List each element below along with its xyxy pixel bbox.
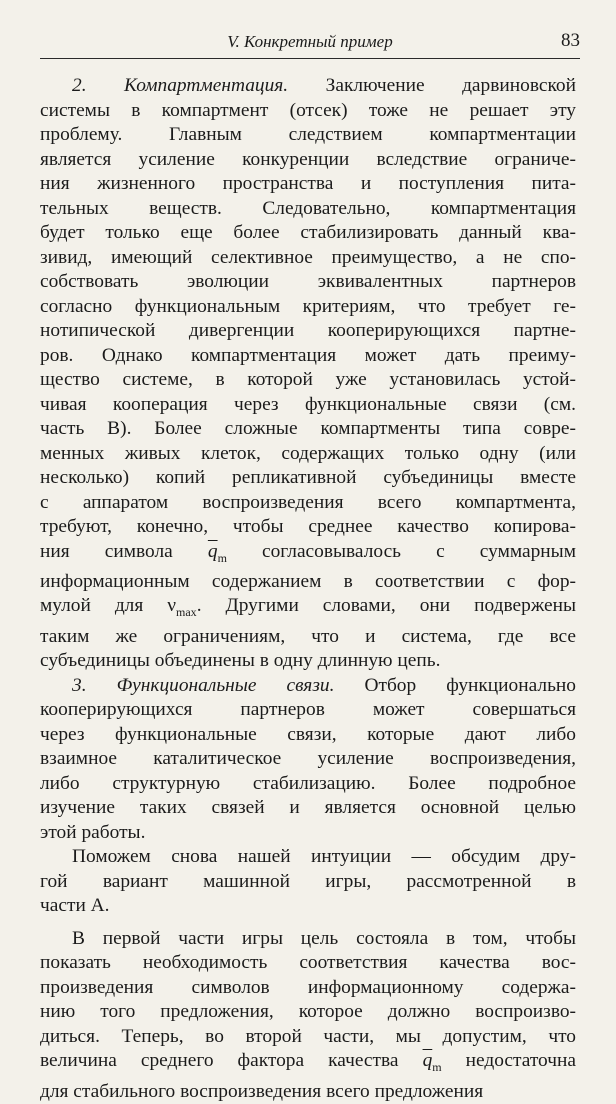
page-number: 83 — [561, 30, 580, 51]
paragraph-gap — [40, 919, 576, 927]
quality-symbol — [422, 1050, 442, 1075]
text-line: изучение таких связей и является основной целью — [40, 797, 576, 819]
text-line: информационным содержанием в соответствии с фор- — [40, 570, 576, 592]
text-line: этой работы. — [40, 821, 146, 843]
text-line: требуют, конечно, чтобы среднее качество копирова- — [40, 516, 576, 537]
symbol-base: ν — [167, 595, 177, 617]
text-line: мулой для $\nu_{max}$. Другими словами, они подвержены — [40, 595, 576, 620]
text-line: тельных веществ. Следовательно, компартментация — [40, 197, 576, 219]
paragraph — [40, 74, 576, 674]
text-line: несколько) копий репликативной субъединицы вместе — [40, 467, 576, 488]
nu-max-symbol — [167, 595, 197, 620]
text-line: системы в компартмент (отсек) тоже не решает эту — [40, 99, 576, 121]
symbol-base: $\overline{q}$ — [422, 1050, 433, 1072]
paragraph — [40, 674, 576, 846]
text-line: щество системе, в которой уже установилась устой- — [40, 369, 576, 390]
text-line: проблему. Главным следствием компартментации — [40, 124, 576, 145]
text-line: собствовать эволюции эквивалентных партнеров — [40, 271, 576, 292]
text-line: с аппаратом воспроизведения всего компартмента, — [40, 491, 576, 513]
text-line: через функциональные связи, которые дают либо — [40, 723, 576, 745]
running-header — [40, 28, 580, 59]
text-line: 3. Функциональные связи. Отбор функционально — [72, 674, 577, 696]
text-line: гой вариант машинной игры, рассмотренной в — [40, 870, 576, 892]
paragraph-heading: 3. Функциональные связи. — [72, 674, 335, 696]
symbol-subscript: max — [176, 605, 197, 620]
text-line: либо структурную стабилизацию. Более подробное — [40, 772, 576, 794]
text-line: В первой части игры цель состояла в том, чтобы — [72, 927, 576, 949]
text-line: будет только еще более стабилизировать данный ква- — [40, 222, 576, 243]
text-line: согласно функциональным критериям, что требует ге- — [40, 295, 576, 317]
text-line: Поможем снова нашей интуиции — обсудим дру- — [72, 846, 576, 868]
text-line: ния жизненного пространства и поступления пита- — [40, 173, 576, 194]
quality-symbol — [207, 540, 227, 565]
text-line: диться. Теперь, во второй части, мы допустим, что — [40, 1025, 576, 1047]
text-line: таким же ограничениям, что и система, где все — [40, 625, 576, 647]
text-line: взаимное каталитическое усиление воспроизведения, — [40, 748, 576, 770]
text-line: чивая кооперация через функциональные связи (см. — [40, 393, 576, 415]
text-line: кооперирующихся партнеров может совершаться — [40, 699, 576, 721]
text-line: менных живых клеток, содержащих только одну (или — [40, 442, 576, 464]
symbol-subscript: m — [432, 1060, 442, 1075]
body-text — [40, 74, 576, 1104]
chapter-title: V. Конкретный пример — [227, 32, 393, 51]
text-line: нотипической дивергенции кооперирующихся партне- — [40, 320, 576, 341]
text-line: субъединицы объединены в одну длинную цепь. — [40, 650, 441, 672]
text-line: для стабильного воспроизведения всего предложения — [40, 1080, 484, 1102]
text-line: зивид, имеющий селективное преимущество, а не спо- — [40, 246, 576, 268]
text-line: 2. Компартментация. Заключение дарвиновской — [72, 75, 576, 96]
text-line: произведения символов информационному содержа- — [40, 976, 576, 998]
text-line: является усиление конкуренции вследствие ограниче- — [40, 148, 576, 170]
paragraph-heading: 2. Компартментация. — [72, 75, 289, 96]
text-line: части А. — [40, 895, 110, 917]
symbol-base: $\overline{q}$ — [207, 540, 218, 562]
text-line: ния символа $\overline{q}_m$ согласовывалось с суммарным — [40, 540, 576, 565]
symbol-subscript: m — [217, 550, 227, 565]
text-line: ров. Однако компартментация может дать преиму- — [40, 344, 576, 366]
text-line: часть В). Более сложные компартменты типа совре- — [40, 418, 576, 439]
paragraph — [40, 845, 576, 919]
text-line: нию того предложения, которое должно воспроизво- — [40, 1001, 576, 1023]
text-line: показать необходимость соответствия качества вос- — [40, 952, 576, 974]
text-line: величина среднего фактора качества $\overline{q}_m$ недостаточна — [40, 1050, 576, 1075]
paragraph — [40, 927, 576, 1104]
